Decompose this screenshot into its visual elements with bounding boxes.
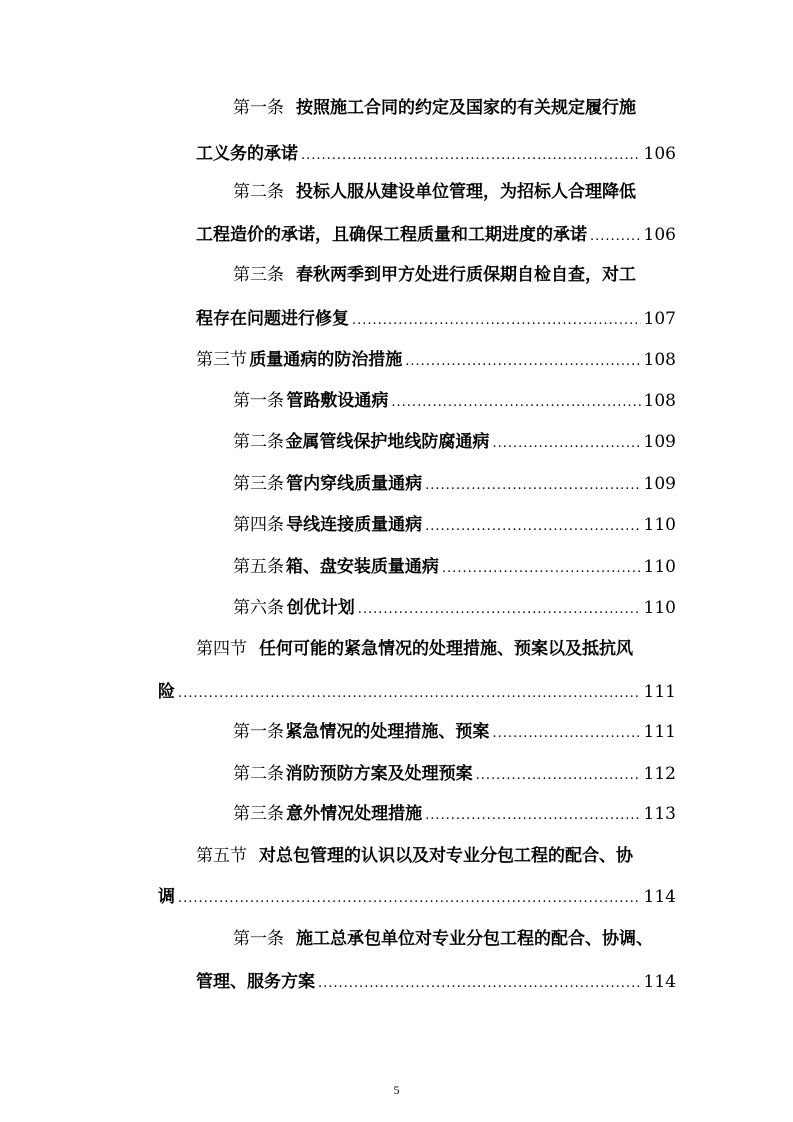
toc-entry-number: 第三条 <box>233 474 284 494</box>
toc-entry-continuation[interactable] <box>158 681 676 705</box>
toc-entry-title: 导线连接质量通病 <box>286 515 423 535</box>
toc-page-number: 114 <box>643 972 676 992</box>
toc-entry-title: 任何可能的紧急情况的处理措施、预案以及抵抗风 <box>259 639 633 659</box>
toc-section-entry[interactable] <box>196 349 676 373</box>
toc-entry-continuation[interactable] <box>196 971 676 995</box>
toc-entry-title: 投标人服从建设单位管理，为招标人合理降低 <box>296 182 636 202</box>
toc-page-number: 106 <box>643 144 676 164</box>
toc-entry-number: 第二条 <box>233 432 284 452</box>
toc-page-number: 110 <box>643 598 676 618</box>
page-footer-number: 5 <box>393 1083 400 1097</box>
toc-leader-dots <box>425 475 640 497</box>
toc-entry-continuation[interactable] <box>196 143 676 167</box>
toc-page-number: 110 <box>643 557 676 577</box>
toc-entry-title-cont: 程存在问题进行修复 <box>196 309 349 329</box>
toc-entry-continuation[interactable] <box>158 886 676 910</box>
toc-entry-title: 紧急情况的处理措施、预案 <box>285 722 490 742</box>
toc-entry-number: 第一条 <box>233 391 284 411</box>
toc-page-number: 108 <box>643 350 676 370</box>
toc-page-number: 107 <box>643 309 676 329</box>
toc-entry-title-cont: 工程造价的承诺，且确保工程质量和工期进度的承诺 <box>196 225 587 245</box>
toc-entry-title: 春秋两季到甲方处进行质保期自检自查，对工 <box>296 265 636 285</box>
toc-article-entry[interactable] <box>233 390 676 414</box>
toc-section-heading <box>196 638 633 660</box>
toc-entry-number: 第四节 <box>196 639 247 659</box>
toc-article-entry[interactable] <box>233 431 676 455</box>
toc-entry-title: 对总包管理的认识以及对专业分包工程的配合、协 <box>259 846 633 866</box>
toc-entry-heading <box>233 264 636 286</box>
toc-entry-title: 创优计划 <box>286 598 355 618</box>
toc-leader-dots <box>492 433 640 455</box>
toc-entry-number: 第六条 <box>233 598 284 618</box>
toc-entry-number: 第一条 <box>233 929 284 949</box>
toc-page-number: 113 <box>643 804 676 824</box>
toc-entry-number: 第三条 <box>233 265 284 285</box>
toc-leader-dots <box>391 392 640 414</box>
toc-entry-title-cont: 工义务的承诺 <box>196 144 298 164</box>
toc-article-entry[interactable] <box>233 721 676 745</box>
toc-entry-heading <box>233 181 636 203</box>
toc-entry-number: 第一条 <box>233 98 284 118</box>
toc-entry-number: 第二条 <box>233 764 284 784</box>
toc-article-entry[interactable] <box>233 514 676 538</box>
toc-entry-title-cont: 调 <box>158 887 175 907</box>
toc-entry-title: 意外情况处理措施 <box>286 804 423 824</box>
toc-leader-dots <box>318 973 641 995</box>
toc-leader-dots <box>590 226 641 248</box>
toc-entry-continuation[interactable] <box>196 308 676 332</box>
toc-entry-number: 第五节 <box>196 846 247 866</box>
toc-entry-heading <box>233 928 653 950</box>
toc-page-number: 114 <box>643 887 676 907</box>
toc-page-number: 111 <box>643 722 676 742</box>
toc-page-number: 108 <box>643 391 676 411</box>
toc-leader-dots <box>301 145 641 167</box>
toc-entry-title: 施工总承包单位对专业分包工程的配合、协调、 <box>296 929 653 949</box>
toc-article-entry[interactable] <box>233 803 676 827</box>
toc-entry-title-cont: 险 <box>158 682 175 702</box>
toc-entry-heading <box>233 97 636 119</box>
toc-entry-number: 第五条 <box>233 557 284 577</box>
toc-leader-dots <box>405 351 640 373</box>
toc-leader-dots <box>425 516 640 538</box>
toc-entry-title: 管路敷设通病 <box>286 391 389 411</box>
toc-entry-title: 管内穿线质量通病 <box>286 474 423 494</box>
toc-article-entry[interactable] <box>233 597 676 621</box>
toc-article-entry[interactable] <box>233 763 676 787</box>
toc-entry-number: 第二条 <box>233 182 284 202</box>
toc-entry-title: 金属管线保护地线防腐通病 <box>285 432 490 452</box>
toc-leader-dots <box>492 723 640 745</box>
toc-entry-number: 第三节 <box>196 350 247 370</box>
toc-entry-number: 第四条 <box>233 515 284 535</box>
toc-leader-dots <box>425 805 640 827</box>
toc-leader-dots <box>442 558 641 580</box>
toc-leader-dots <box>352 310 641 332</box>
toc-page-number: 109 <box>643 474 676 494</box>
toc-leader-dots <box>358 599 641 621</box>
toc-article-entry[interactable] <box>233 473 676 497</box>
toc-entry-title: 质量通病的防治措施 <box>249 350 403 370</box>
toc-article-entry[interactable] <box>233 556 676 580</box>
toc-entry-title: 箱、盘安装质量通病 <box>285 557 439 577</box>
toc-entry-number: 第三条 <box>233 804 284 824</box>
toc-entry-number: 第一条 <box>233 722 284 742</box>
toc-section-heading <box>196 845 633 867</box>
toc-leader-dots <box>178 683 641 705</box>
toc-page-number: 111 <box>643 682 676 702</box>
toc-page-number: 112 <box>643 764 676 784</box>
toc-entry-continuation[interactable] <box>196 224 676 248</box>
toc-page-number: 109 <box>643 432 676 452</box>
toc-leader-dots <box>476 765 641 787</box>
toc-page-number: 110 <box>643 515 676 535</box>
toc-leader-dots <box>178 888 641 910</box>
toc-entry-title: 消防预防方案及处理预案 <box>285 764 473 784</box>
toc-entry-title: 按照施工合同的约定及国家的有关规定履行施 <box>296 98 636 118</box>
toc-page-number: 106 <box>643 225 676 245</box>
toc-entry-title-cont: 管理、服务方案 <box>196 972 315 992</box>
